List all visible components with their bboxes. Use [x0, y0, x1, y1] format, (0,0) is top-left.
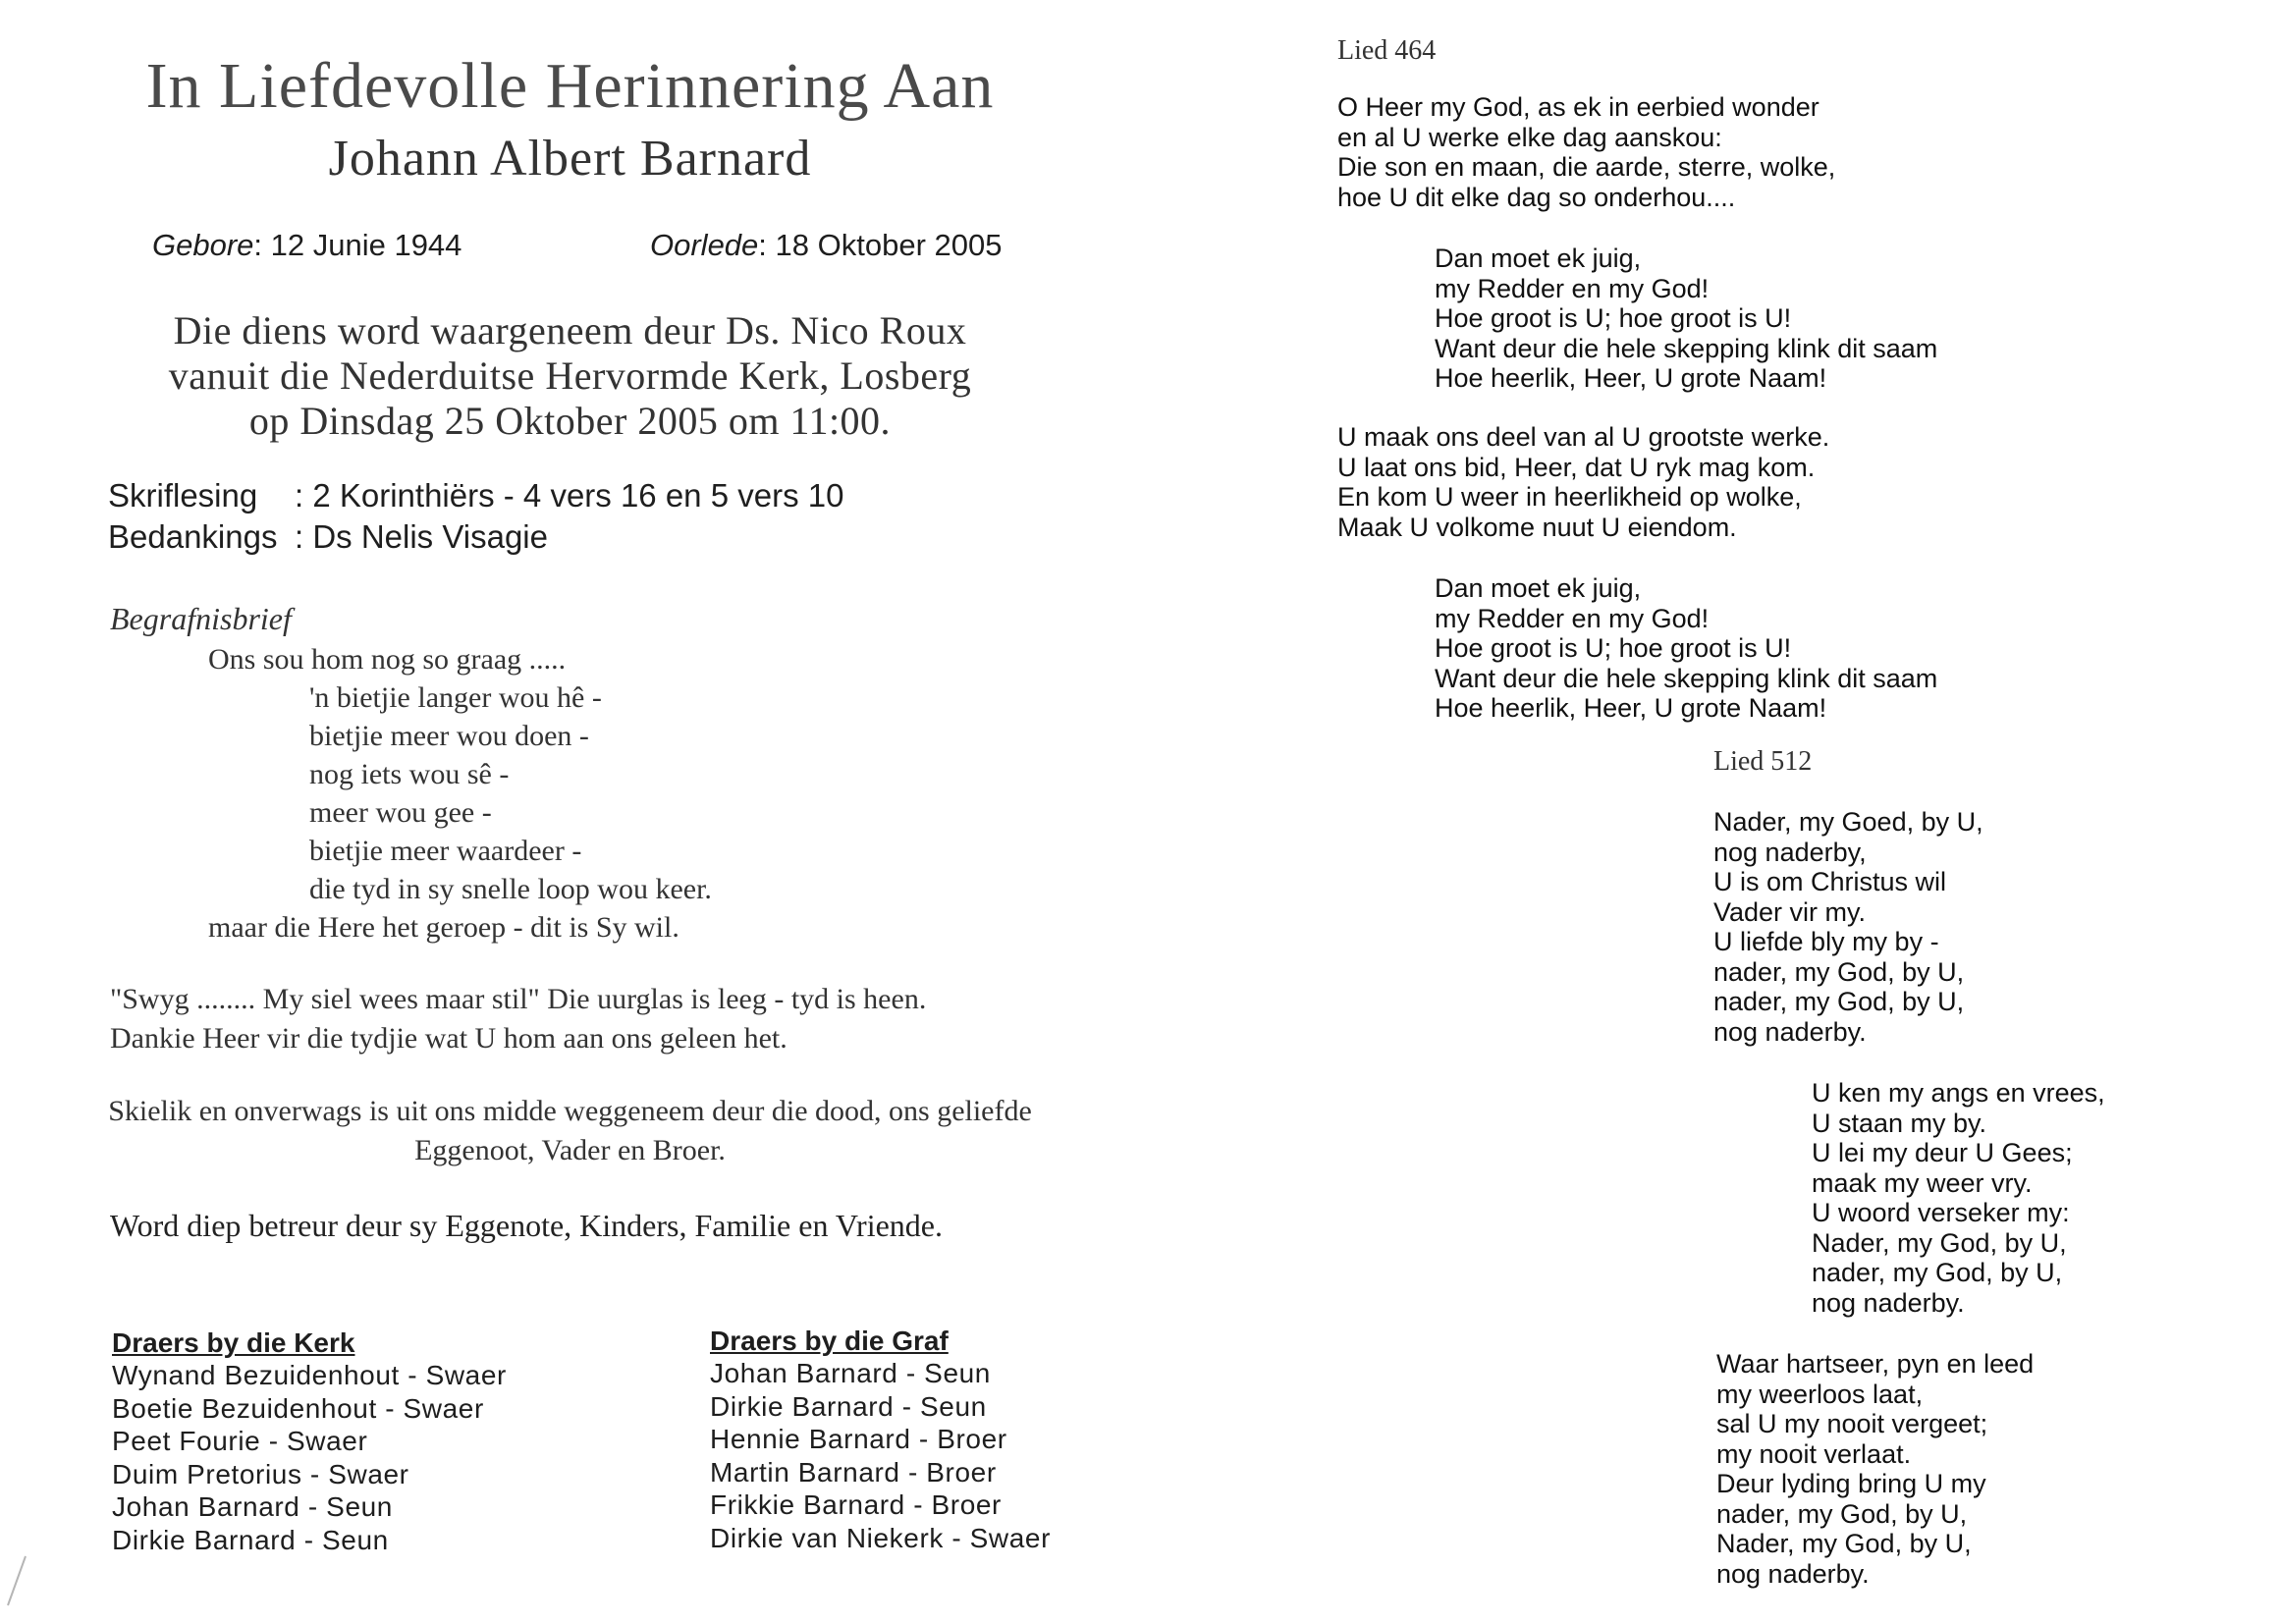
poem-line: meer wou gee - [309, 796, 492, 829]
lyric-line: Die son en maan, die aarde, sterre, wolke, [1337, 152, 1836, 182]
lyric-line: Hoe heerlik, Heer, U grote Naam! [1435, 363, 1827, 393]
lyric-line: nader, my God, by U, [1713, 956, 1965, 987]
poem-line: maar die Here het geroep - dit is Sy wil. [208, 911, 679, 944]
lyric-line: Nader, my Goed, by U, [1713, 807, 1983, 837]
quote-line: Dankie Heer vir die tydjie wat U hom aan ons geleen het. [110, 1022, 787, 1055]
grave-bearers-heading: Draers by die Graf [710, 1326, 949, 1356]
funeral-letter-heading: Begrafnisbrief [110, 601, 292, 636]
hymn-512-verse3 [1716, 1349, 2034, 1589]
died-label: Oorlede [650, 228, 759, 262]
lyric-line: U woord verseker my: [1812, 1198, 2070, 1227]
born-label: Gebore [152, 228, 254, 262]
memorial-title: In Liefdevolle Herinnering Aan [145, 50, 995, 122]
lyric-line: en al U werke elke dag aanskou: [1337, 122, 1722, 152]
bearer-row: Boetie Bezuidenhout - Swaer [112, 1392, 484, 1424]
hymn-464-verse2 [1337, 422, 1829, 542]
bearer-row: Johan Barnard - Seun [710, 1358, 991, 1388]
corner-mark [0, 1551, 29, 1610]
lyric-line: maak my weer vry. [1812, 1167, 2033, 1198]
bearer-row: Hennie Barnard - Broer [710, 1424, 1007, 1454]
scripture-reading [108, 475, 843, 516]
lyric-line: Hoe groot is U; hoe groot is U! [1435, 303, 1792, 333]
bearer-row: Peet Fourie - Swaer [112, 1426, 368, 1456]
hymn-512-verse2 [1812, 1078, 2105, 1318]
bearer-row: Dirkie Barnard - Seun [112, 1524, 389, 1555]
lyric-line: U is om Christus wil [1713, 867, 1947, 896]
lyric-line: nog naderby. [1812, 1287, 1965, 1318]
lyric-line: my weerloos laat, [1716, 1379, 1924, 1409]
service-details [0, 308, 1140, 444]
lyric-line: En kom U weer in heerlikheid op wolke, [1337, 482, 1802, 512]
lyric-line: my Redder en my God! [1435, 273, 1710, 303]
poem-line: nog iets wou sê - [309, 758, 510, 790]
deceased-name: Johann Albert Barnard [328, 131, 812, 187]
lyric-line: Deur lyding bring U my [1716, 1469, 1986, 1498]
service-line: vanuit die Nederduitse Hervormde Kerk, Losberg [168, 353, 972, 398]
bearer-row: Johan Barnard - Seun [112, 1491, 393, 1522]
church-bearers [112, 1327, 507, 1556]
lyric-line: O Heer my God, as ek in eerbied wonder [1337, 92, 1819, 122]
poem-line: 'n bietjie langer wou hê - [309, 681, 602, 714]
quote-line: "Swyg ........ My siel wees maar stil" Die uurglas is leeg - tyd is heen. [110, 983, 927, 1015]
lyric-line: U staan my by. [1812, 1108, 1987, 1138]
bearer-row: Dirkie van Niekerk - Swaer [710, 1522, 1052, 1553]
lyric-line: nog naderby. [1716, 1558, 1870, 1589]
lyric-line: nog naderby, [1713, 837, 1867, 867]
hymn-464-chorus1 [1435, 244, 1937, 394]
lyric-line: U ken my angs en vrees, [1812, 1078, 2105, 1108]
grave-bearers-list [710, 1357, 1051, 1554]
thanks-label: Bedankings [108, 518, 278, 555]
lyric-line: U laat ons bid, Heer, dat U ryk mag kom. [1337, 452, 1816, 482]
birth-date [152, 228, 462, 263]
bearer-row: Duim Pretorius - Swaer [112, 1458, 409, 1489]
lyric-line: U lei my deur U Gees; [1812, 1138, 2073, 1167]
hymn-464-chorus2 [1435, 573, 1937, 724]
mourned-by: Word diep betreur deur sy Eggenote, Kinders, Familie en Vriende. [110, 1208, 943, 1243]
lyric-line: Dan moet ek juig, [1435, 244, 1642, 273]
church-bearers-heading: Draers by die Kerk [112, 1327, 355, 1358]
lyric-line: Nader, my God, by U, [1812, 1227, 2067, 1258]
thanks [108, 516, 843, 558]
lyric-line: Want deur die hele skepping klink dit saam [1435, 663, 1938, 693]
church-bearers-list [112, 1359, 507, 1556]
lyric-line: Vader vir my. [1713, 896, 1867, 927]
death-date [650, 228, 1002, 263]
service-line: Die diens word waargeneem deur Ds. Nico Roux [173, 308, 967, 352]
bearer-row: Martin Barnard - Broer [710, 1456, 997, 1488]
lyric-line: U liefde bly my by - [1713, 927, 1939, 956]
lyric-line: sal U my nooit vergeet; [1716, 1409, 1988, 1438]
lyric-line: nog naderby. [1713, 1016, 1867, 1047]
lyric-line: Hoe heerlik, Heer, U grote Naam! [1435, 693, 1827, 723]
poem-line: bietjie meer waardeer - [309, 835, 582, 867]
funeral-poem [0, 640, 712, 947]
bearer-row: Dirkie Barnard - Seun [710, 1390, 987, 1422]
hymn-512-heading: Lied 512 [1713, 746, 1813, 777]
scripture-label: Skriflesing [108, 477, 258, 514]
lyric-line: nader, my God, by U, [1713, 987, 1965, 1016]
lyric-line: Waar hartseer, pyn en leed [1716, 1349, 2035, 1379]
right-page [1140, 0, 2281, 1624]
death-notice: Skielik en onverwags is uit ons midde weggeneem deur die dood, ons geliefde [108, 1095, 1032, 1127]
lyric-line: my Redder en my God! [1435, 603, 1710, 633]
service-info [108, 475, 843, 558]
lyric-line: Hoe groot is U; hoe groot is U! [1435, 633, 1792, 663]
lyric-line: U maak ons deel van al U grootste werke. [1337, 422, 1830, 452]
lyric-line: Want deur die hele skepping klink dit saam [1435, 333, 1938, 363]
left-page [0, 0, 1140, 1624]
poem-line: die tyd in sy snelle loop wou keer. [309, 873, 712, 905]
grave-bearers [710, 1326, 1051, 1554]
hymn-464-verse1 [1337, 92, 1835, 212]
hymn-512-verse1 [1713, 807, 1983, 1047]
scripture-value: : 2 Korinthiërs - 4 vers 16 en 5 vers 10 [295, 477, 844, 514]
thanks-value: : Ds Nelis Visagie [295, 518, 548, 555]
hymn-464-heading: Lied 464 [1337, 35, 1437, 66]
lyric-line: my nooit verlaat. [1716, 1438, 1912, 1469]
died-value: : 18 Oktober 2005 [758, 228, 1003, 262]
lyric-line: Maak U volkome nuut U eiendom. [1337, 512, 1737, 542]
lyric-line: Dan moet ek juig, [1435, 573, 1642, 603]
lyric-line: nader, my God, by U, [1812, 1258, 2063, 1287]
born-value: : 12 Junie 1944 [253, 228, 462, 262]
poem-line: bietjie meer wou doen - [309, 720, 589, 752]
bearer-row: Wynand Bezuidenhout - Swaer [112, 1360, 507, 1390]
lyric-line: Nader, my God, by U, [1716, 1529, 1972, 1558]
bearer-row: Frikkie Barnard - Broer [710, 1489, 1002, 1520]
poem-line: Ons sou hom nog so graag ..... [208, 643, 567, 676]
lyric-line: nader, my God, by U, [1716, 1498, 1968, 1529]
lyric-line: hoe U dit elke dag so onderhou.... [1337, 182, 1736, 212]
death-notice: Eggenoot, Vader en Broer. [414, 1134, 726, 1166]
service-line: op Dinsdag 25 Oktober 2005 om 11:00. [248, 399, 892, 443]
